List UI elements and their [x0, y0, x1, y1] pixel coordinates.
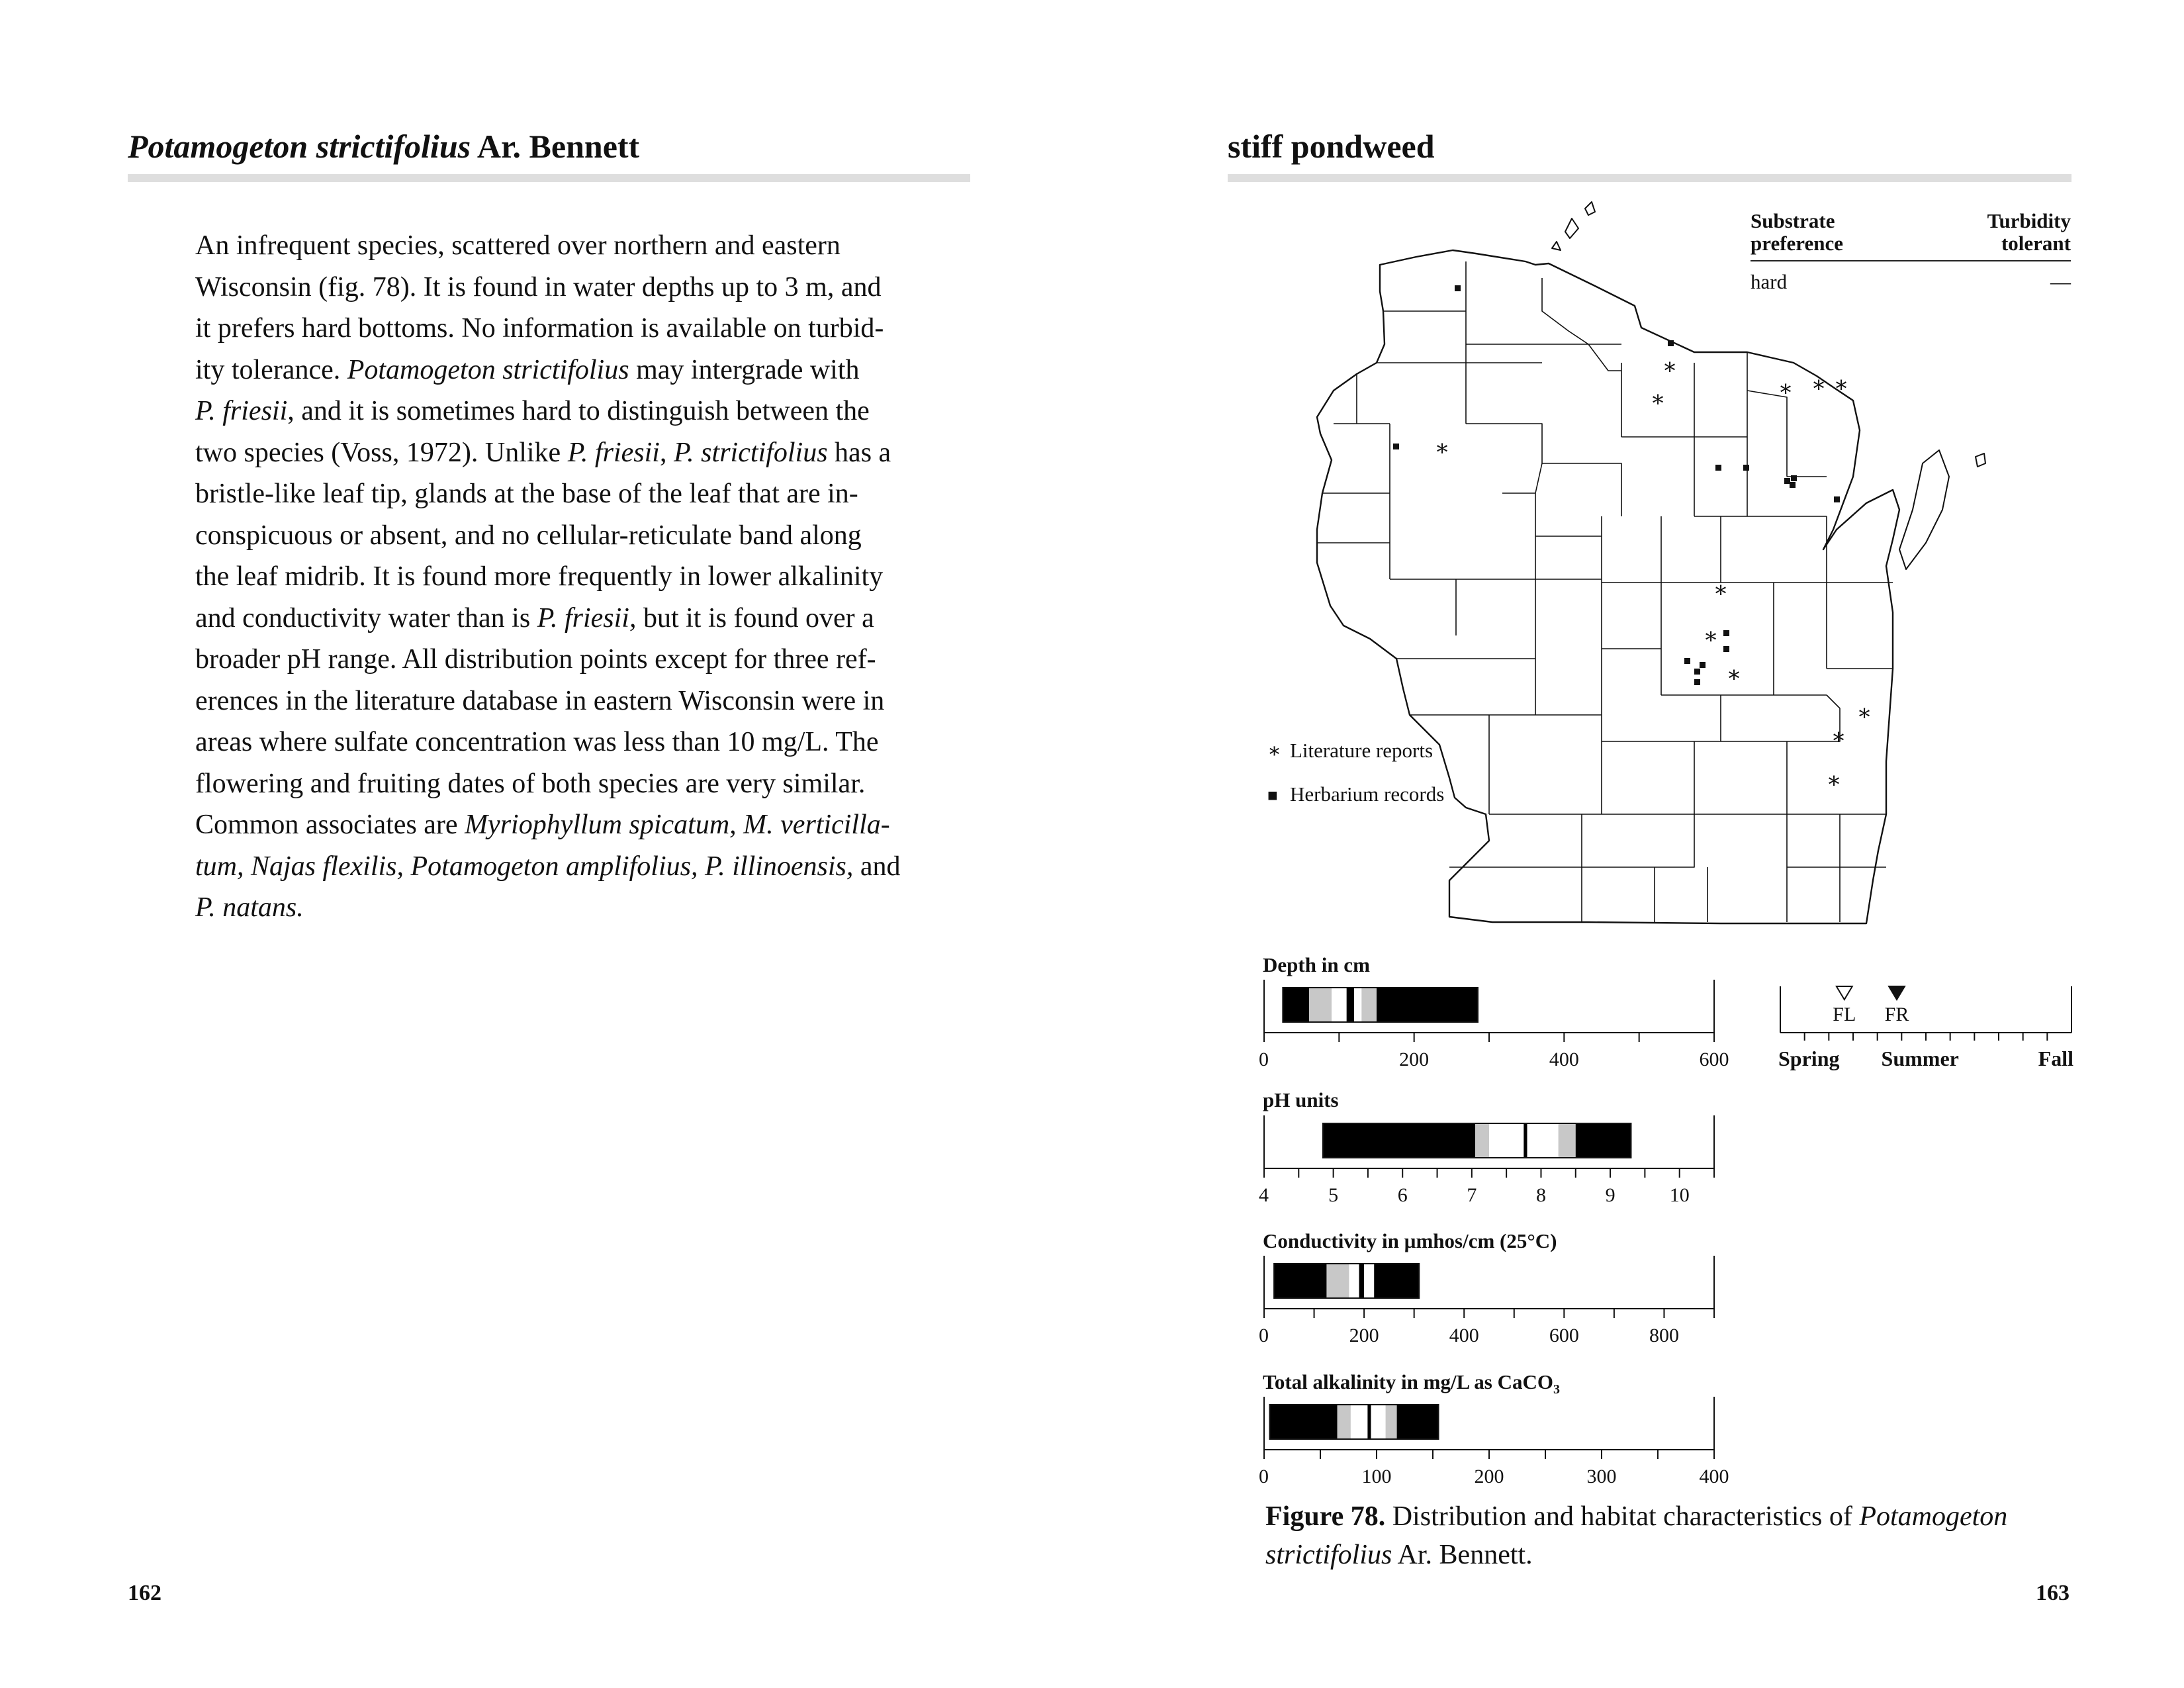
body-line — [195, 432, 976, 474]
herbarium-record — [1715, 465, 1721, 471]
body-text-run: Wisconsin (fig. 78). It is found in water depths up to 3 m, and — [195, 271, 882, 303]
left-page-number: 162 — [128, 1581, 161, 1605]
herbarium-record — [1694, 669, 1700, 675]
tick-label: 200 — [1474, 1466, 1504, 1487]
body-line — [195, 846, 976, 888]
figure-caption: Figure 78. Distribution and habitat characteristics of Potamogeton strictifolius Ar. Bennett. — [1265, 1501, 2008, 1570]
range-segment-black — [1270, 1405, 1338, 1439]
range-segment-white — [1332, 988, 1347, 1022]
range-segment-white — [1351, 1405, 1367, 1439]
tick-label: 10 — [1669, 1184, 1690, 1206]
phenology-marker-label: FL — [1833, 1004, 1856, 1025]
body-line — [195, 350, 976, 391]
literature-report: ∗ — [1856, 701, 1872, 726]
species-description — [195, 225, 976, 929]
range-segment-gray — [1386, 1405, 1397, 1439]
title-species: Potamogeton strictifolius — [128, 128, 471, 165]
body-text-run: bristle-like leaf tip, glands at the base of the leaf that are in- — [195, 479, 858, 509]
range-segment-black — [1359, 1264, 1365, 1298]
tick-label: 0 — [1259, 1049, 1269, 1070]
season-label: Spring — [1778, 1047, 1840, 1070]
body-text-run: has a — [827, 437, 891, 468]
tick-label: 200 — [1349, 1325, 1379, 1346]
herbarium-record — [1684, 658, 1690, 664]
ph-chart-title: pH units — [1263, 1088, 1339, 1111]
right-page-title: stiff pondweed — [1228, 128, 1435, 165]
conductivity-chart — [1257, 1256, 1760, 1348]
tick-label: 100 — [1361, 1466, 1392, 1487]
herbarium-record — [1393, 444, 1399, 449]
tick-label: 4 — [1259, 1184, 1269, 1206]
body-text-run: , and it is sometimes hard to distinguish between the — [287, 396, 870, 426]
phenology-chart — [1767, 980, 2078, 1072]
state-outline — [1317, 202, 1985, 923]
body-line — [195, 722, 976, 763]
body-text-run: but it is found over a — [636, 602, 874, 633]
tick-label: 600 — [1699, 1049, 1729, 1070]
range-segment-black — [1323, 1123, 1475, 1158]
body-text-run: An infrequent species, scattered over northern and eastern — [195, 230, 841, 261]
range-segment-white — [1349, 1264, 1359, 1298]
alkalinity-chart — [1257, 1397, 1760, 1489]
literature-report: ∗ — [1826, 769, 1842, 793]
range-segment-gray — [1475, 1123, 1489, 1158]
tick-label: 400 — [1449, 1325, 1479, 1346]
body-line — [195, 225, 976, 267]
literature-symbol-icon: ∗ — [1267, 739, 1282, 762]
body-text-run: P. friesii — [195, 396, 288, 426]
range-segment-gray — [1309, 988, 1332, 1022]
apostle-islands — [1552, 202, 1985, 467]
body-text-run: two species (Voss, 1972). Unlike — [195, 437, 568, 468]
tick-label: 400 — [1699, 1466, 1729, 1487]
fruiting-marker-icon — [1889, 986, 1905, 1000]
body-line — [195, 598, 976, 639]
body-line — [195, 267, 976, 308]
range-segment-gray — [1361, 988, 1377, 1022]
body-text-run: areas where sulfate concentration was less than 10 mg/L. The — [195, 727, 879, 757]
range-segment-black — [1397, 1405, 1439, 1439]
body-line — [195, 391, 976, 432]
range-segment-black — [1524, 1123, 1527, 1158]
wisconsin-distribution-map — [1291, 192, 2012, 933]
body-line — [195, 639, 976, 680]
body-text-run: P. friesii — [567, 437, 660, 468]
range-segment-black — [1377, 988, 1478, 1022]
tick-label: 9 — [1605, 1184, 1615, 1206]
body-text-run: P. friesii, — [537, 602, 637, 633]
range-segment-white — [1489, 1123, 1524, 1158]
range-segment-gray — [1338, 1405, 1351, 1439]
tick-label: 0 — [1259, 1325, 1269, 1346]
literature-points — [1434, 355, 1872, 793]
herbarium-label: Herbarium records — [1290, 782, 1445, 806]
body-line — [195, 680, 976, 722]
literature-label: Literature reports — [1290, 739, 1433, 762]
flowering-marker-icon — [1837, 986, 1852, 1000]
body-text-run: it prefers hard bottoms. No information is available on turbid- — [195, 313, 884, 344]
body-text-run: broader pH range. All distribution points except for three ref- — [195, 644, 876, 675]
range-segment-black — [1347, 988, 1354, 1022]
body-line — [195, 887, 976, 929]
literature-report: ∗ — [1811, 373, 1827, 397]
range-segment-white — [1364, 1264, 1374, 1298]
body-text-run: Common associates are — [195, 810, 465, 840]
body-text-run: flowering and fruiting dates of both species are very similar. — [195, 768, 866, 799]
map-points — [1393, 285, 1872, 793]
phenology-marker-label: FR — [1884, 1004, 1909, 1025]
herbarium-record — [1723, 630, 1729, 636]
body-text-run: and — [853, 851, 901, 882]
herbarium-record — [1668, 340, 1674, 346]
literature-report: ∗ — [1778, 377, 1794, 401]
turbidity-value: — — [2050, 270, 2071, 293]
body-text-run: may intergrade with — [629, 354, 860, 385]
herbarium-record — [1700, 662, 1706, 668]
left-page-title — [128, 127, 639, 165]
state-border — [1317, 250, 1899, 923]
body-text-run: and conductivity water than is — [195, 602, 537, 633]
herbarium-record — [1834, 496, 1840, 502]
right-title-rule — [1228, 174, 2071, 182]
literature-report: ∗ — [1726, 663, 1742, 687]
body-line — [195, 473, 976, 515]
tick-label: 300 — [1586, 1466, 1617, 1487]
body-text-run: conspicuous or absent, and no cellular-reticulate band along — [195, 520, 862, 551]
left-title-rule — [128, 174, 970, 182]
body-text-run: , — [659, 437, 674, 468]
range-segment-black — [1374, 1264, 1419, 1298]
conductivity-chart-title: Conductivity in µmhos/cm (25°C) — [1263, 1229, 1557, 1252]
range-segment-black — [1274, 1264, 1326, 1298]
range-segment-black — [1367, 1405, 1371, 1439]
tick-label: 200 — [1399, 1049, 1430, 1070]
body-text-run: ity tolerance. — [195, 354, 347, 385]
title-author: Ar. Bennett — [471, 128, 640, 165]
range-segment-white — [1371, 1405, 1386, 1439]
body-text-run: P. natans. — [195, 892, 304, 923]
tick-label: 7 — [1467, 1184, 1477, 1206]
door-peninsula — [1899, 450, 1949, 569]
herbarium-record — [1743, 465, 1749, 471]
range-segment-black — [1576, 1123, 1631, 1158]
body-line — [195, 804, 976, 846]
body-line — [195, 308, 976, 350]
literature-report: ∗ — [1713, 578, 1729, 602]
legend-literature — [1267, 739, 1433, 763]
tick-label: 5 — [1328, 1184, 1339, 1206]
season-label: Summer — [1881, 1047, 1959, 1070]
body-text-run: Myriophyllum spicatum, M. verticilla- — [465, 810, 890, 840]
depth-chart — [1257, 980, 1760, 1072]
herbarium-record — [1790, 482, 1796, 488]
herbarium-record — [1455, 285, 1461, 291]
substrate-value: hard — [1751, 270, 1788, 293]
body-text-run: the leaf midrib. It is found more frequently in lower alkalinity — [195, 561, 884, 592]
range-segment-gray — [1326, 1264, 1349, 1298]
tick-label: 0 — [1259, 1466, 1269, 1487]
substrate-header: Substrate preference — [1751, 209, 1843, 255]
depth-chart-title: Depth in cm — [1263, 953, 1370, 976]
body-text-run: tum, Najas flexilis, Potamogeton amplifolius, P. illinoensis, — [195, 851, 854, 882]
tick-label: 8 — [1535, 1184, 1546, 1206]
literature-report: ∗ — [1434, 436, 1450, 461]
herbarium-record — [1694, 679, 1700, 685]
tick-label: 6 — [1397, 1184, 1408, 1206]
tick-label: 800 — [1649, 1325, 1679, 1346]
ph-chart — [1257, 1115, 1760, 1208]
herbarium-points — [1393, 285, 1840, 685]
body-text-run: Potamogeton strictifolius — [347, 354, 629, 385]
legend-herbarium — [1267, 782, 1444, 806]
herbarium-record — [1791, 475, 1797, 481]
range-segment-white — [1527, 1123, 1559, 1158]
literature-report: ∗ — [1831, 725, 1846, 749]
alkalinity-chart-title: Total alkalinity in mg/L as CaCO$_3$ — [1263, 1370, 1560, 1397]
tick-label: 600 — [1549, 1325, 1579, 1346]
caption-label: Figure 78. — [1265, 1501, 1386, 1532]
herbarium-record — [1723, 646, 1729, 652]
literature-report: ∗ — [1833, 373, 1849, 397]
body-line — [195, 763, 976, 805]
tick-label: 400 — [1549, 1049, 1579, 1070]
body-text-run: P. strictifolius — [673, 437, 828, 468]
body-line — [195, 515, 976, 557]
literature-report: ∗ — [1662, 355, 1678, 379]
body-text-run: erences in the literature database in eastern Wisconsin were in — [195, 685, 885, 716]
season-label: Fall — [2038, 1047, 2073, 1070]
range-segment-gray — [1559, 1123, 1576, 1158]
herbarium-symbol-icon: ■ — [1267, 786, 1278, 805]
body-line — [195, 556, 976, 598]
literature-report: ∗ — [1650, 387, 1666, 412]
right-page-number: 163 — [2036, 1581, 2070, 1605]
county-lines — [1317, 261, 1893, 922]
range-segment-white — [1354, 988, 1361, 1022]
literature-report: ∗ — [1703, 624, 1719, 649]
range-segment-black — [1283, 988, 1309, 1022]
herbarium-record — [1784, 478, 1790, 484]
turbidity-header: Turbidity tolerant — [1987, 209, 2071, 255]
